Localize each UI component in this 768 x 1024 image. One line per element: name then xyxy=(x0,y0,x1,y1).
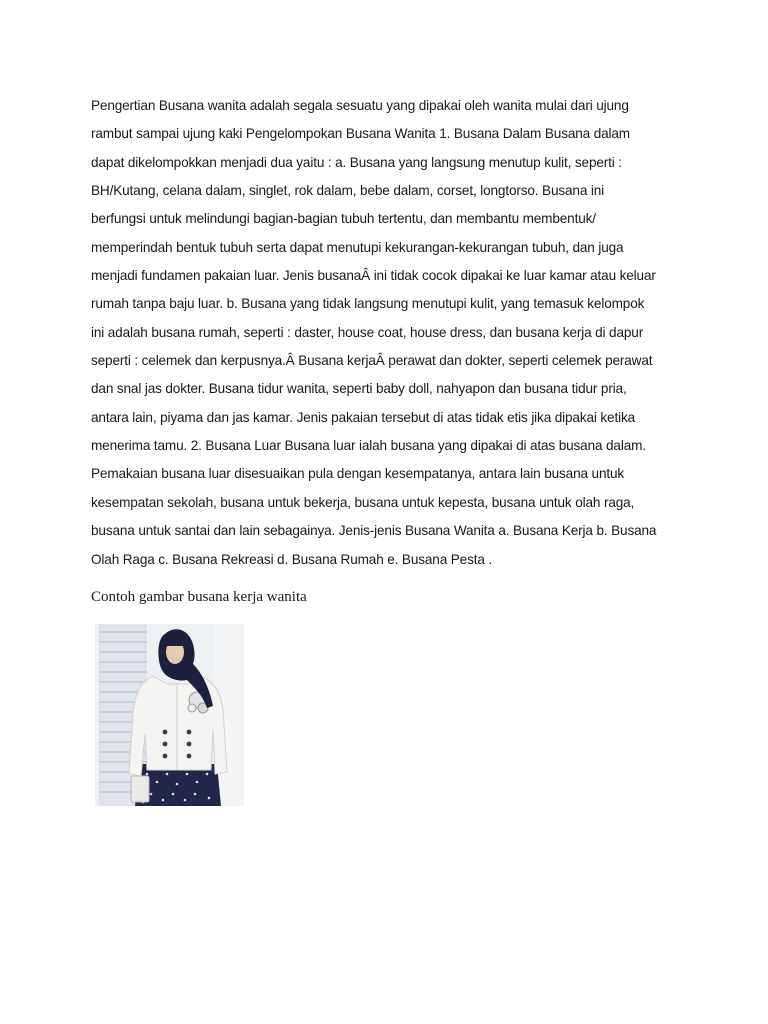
work-outfit-photo xyxy=(95,624,244,806)
image-caption: Contoh gambar busana kerja wanita xyxy=(91,589,307,605)
body-paragraph xyxy=(91,92,691,574)
paragraph-line: BH/Kutang, celana dalam, singlet, rok dalam, bebe dalam, corset, longtorso. Busana ini xyxy=(91,183,605,199)
paragraph-line: busana untuk santai dan lain sebagainya. Jenis-jenis Busana Wanita a. Busana Kerja b. Busana xyxy=(91,523,657,539)
paragraph-line: antara lain, piyama dan jas kamar. Jenis pakaian tersebut di atas tidak etis jika dipakai ketika xyxy=(91,409,636,425)
paragraph-line: dapat dikelompokkan menjadi dua yaitu : a. Busana yang langsung menutup kulit, seperti : xyxy=(91,154,622,170)
paragraph-line: dan snal jas dokter. Busana tidur wanita, seperti baby doll, nahyapon dan busana tidur pria, xyxy=(91,381,627,397)
paragraph-line: menjadi fundamen pakaian luar. Jenis busanaÂ ini tidak cocok dipakai ke luar kamar atau keluar xyxy=(91,268,656,284)
paragraph-line: kesempatan sekolah, busana untuk bekerja, busana untuk kepesta, busana untuk olah raga, xyxy=(91,494,635,510)
paragraph-line: berfungsi untuk melindungi bagian-bagian tubuh tertentu, dan membantu membentuk/ xyxy=(91,211,596,227)
handbag xyxy=(131,776,149,802)
woman-work-outfit-illustration xyxy=(95,624,244,806)
paragraph-line: ini adalah busana rumah, seperti : daster, house coat, house dress, dan busana kerja di dapur xyxy=(91,324,644,340)
paragraph-line: seperti : celemek dan kerpusnya.Â Busana kerjaÂ perawat dan dokter, seperti celemek perawat xyxy=(91,353,653,369)
paragraph-line: rambut sampai ujung kaki Pengelompokan Busana Wanita 1. Busana Dalam Busana dalam xyxy=(91,126,630,142)
paragraph-line: Pemakaian busana luar disesuaikan pula dengan kesempatanya, antara lain busana untuk xyxy=(91,466,625,482)
paragraph-line: rumah tanpa baju luar. b. Busana yang tidak langsung menutupi kulit, yang temasuk kelompok xyxy=(91,296,645,312)
paragraph-line: memperindah bentuk tubuh serta dapat menutupi kekurangan-kekurangan tubuh, dan juga xyxy=(91,239,624,255)
paragraph-line: menerima tamu. 2. Busana Luar Busana luar ialah busana yang dipakai di atas busana dalam. xyxy=(91,438,646,454)
paragraph-line: Olah Raga c. Busana Rekreasi d. Busana Rumah e. Busana Pesta . xyxy=(91,551,493,567)
paragraph-line: Pengertian Busana wanita adalah segala sesuatu yang dipakai oleh wanita mulai dari ujung xyxy=(91,98,629,113)
